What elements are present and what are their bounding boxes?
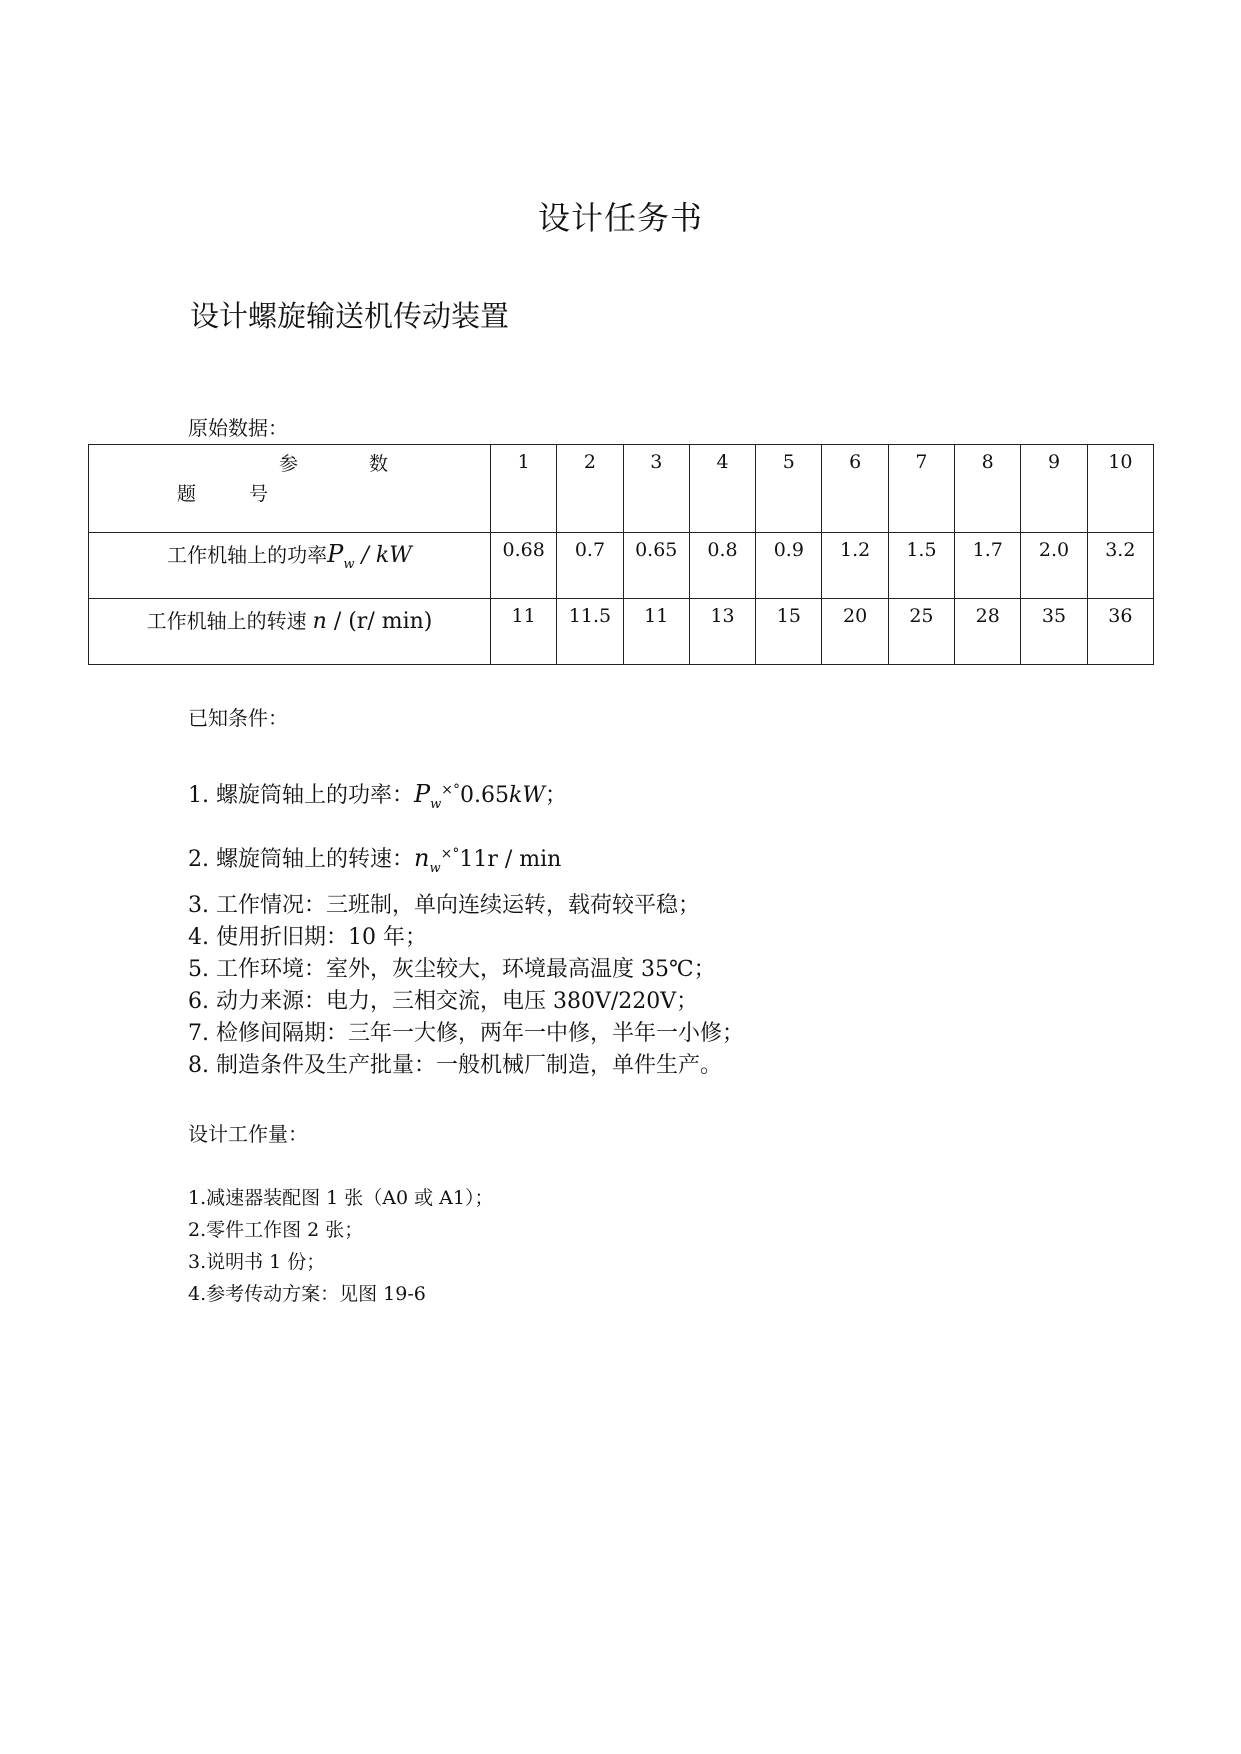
column-header: 4 [689, 445, 755, 533]
workload-item: 2.零件工作图 2 张； [188, 1219, 364, 1241]
table-cell: 35 [1021, 599, 1087, 665]
page-subtitle: 设计螺旋输送机传动装置 [190, 299, 510, 333]
table-cell: 0.9 [756, 533, 822, 599]
workload-list [188, 1182, 494, 1310]
row-label-power: 工作机轴上的功率$P_w$ / kW [89, 533, 491, 599]
table-cell: 1.7 [955, 533, 1021, 599]
table-cell: 28 [955, 599, 1021, 665]
column-header: 6 [822, 445, 888, 533]
table-corner-cell [89, 445, 491, 533]
table-cell: 0.8 [689, 533, 755, 599]
header-problem-2: 号 [249, 483, 269, 505]
parameter-table [88, 444, 1154, 665]
condition-item: 8. 制造条件及生产批量：一般机械厂制造，单件生产。 [188, 1053, 722, 1078]
table-cell: 36 [1087, 599, 1153, 665]
condition-item: 6. 动力来源：电力，三相交流，电压 380V/220V； [188, 989, 699, 1014]
known-conditions-label: 已知条件： [188, 706, 288, 730]
workload-item: 1.减速器装配图 1 张（A0 或 A1）； [188, 1187, 494, 1209]
table-cell: 11.5 [557, 599, 623, 665]
table-cell: 0.68 [491, 533, 557, 599]
header-param-1: 参 [279, 453, 299, 475]
table-row-power [89, 533, 1154, 599]
workload-item: 4.参考传动方案：见图 19-6 [188, 1283, 426, 1305]
workload-label: 设计工作量： [188, 1122, 308, 1146]
table-cell: 0.65 [623, 533, 689, 599]
known-condition-2: 2. 螺旋筒轴上的转速：$n_w^{\times^\circ}11r$ / min [188, 844, 562, 876]
workload-item: 3.说明书 1 份； [188, 1251, 326, 1273]
column-header: 2 [557, 445, 623, 533]
table-row-speed [89, 599, 1154, 665]
table-cell: 2.0 [1021, 533, 1087, 599]
table-header-row [89, 445, 1154, 533]
table-cell: 11 [491, 599, 557, 665]
column-header: 5 [756, 445, 822, 533]
page-title: 设计任务书 [537, 199, 703, 237]
condition-item: 7. 检修间隔期：三年一大修，两年一中修，半年一小修； [188, 1021, 744, 1046]
column-header: 10 [1087, 445, 1153, 533]
column-header: 3 [623, 445, 689, 533]
row-label-speed: 工作机轴上的转速 n / (r/ min) [89, 599, 491, 665]
column-header: 7 [888, 445, 954, 533]
condition-item: 5. 工作环境：室外，灰尘较大，环境最高温度 35℃； [188, 957, 716, 982]
table-cell: 3.2 [1087, 533, 1153, 599]
known-condition-1: 1. 螺旋筒轴上的功率：$P_w^{\times^\circ}0.65kW$； [188, 780, 567, 812]
column-header: 9 [1021, 445, 1087, 533]
header-problem-1: 题 [177, 483, 197, 505]
table-cell: 11 [623, 599, 689, 665]
table-cell: 13 [689, 599, 755, 665]
header-param-2: 数 [369, 453, 389, 475]
raw-data-label: 原始数据： [188, 416, 288, 440]
column-header: 1 [491, 445, 557, 533]
table-cell: 1.2 [822, 533, 888, 599]
table-cell: 1.5 [888, 533, 954, 599]
table-cell: 15 [756, 599, 822, 665]
condition-item: 4. 使用折旧期：10 年； [188, 925, 427, 950]
condition-item: 3. 工作情况：三班制，单向连续运转，载荷较平稳； [188, 893, 700, 918]
table-cell: 25 [888, 599, 954, 665]
table-cell: 0.7 [557, 533, 623, 599]
column-header: 8 [955, 445, 1021, 533]
conditions-list [188, 890, 744, 1082]
table-cell: 20 [822, 599, 888, 665]
